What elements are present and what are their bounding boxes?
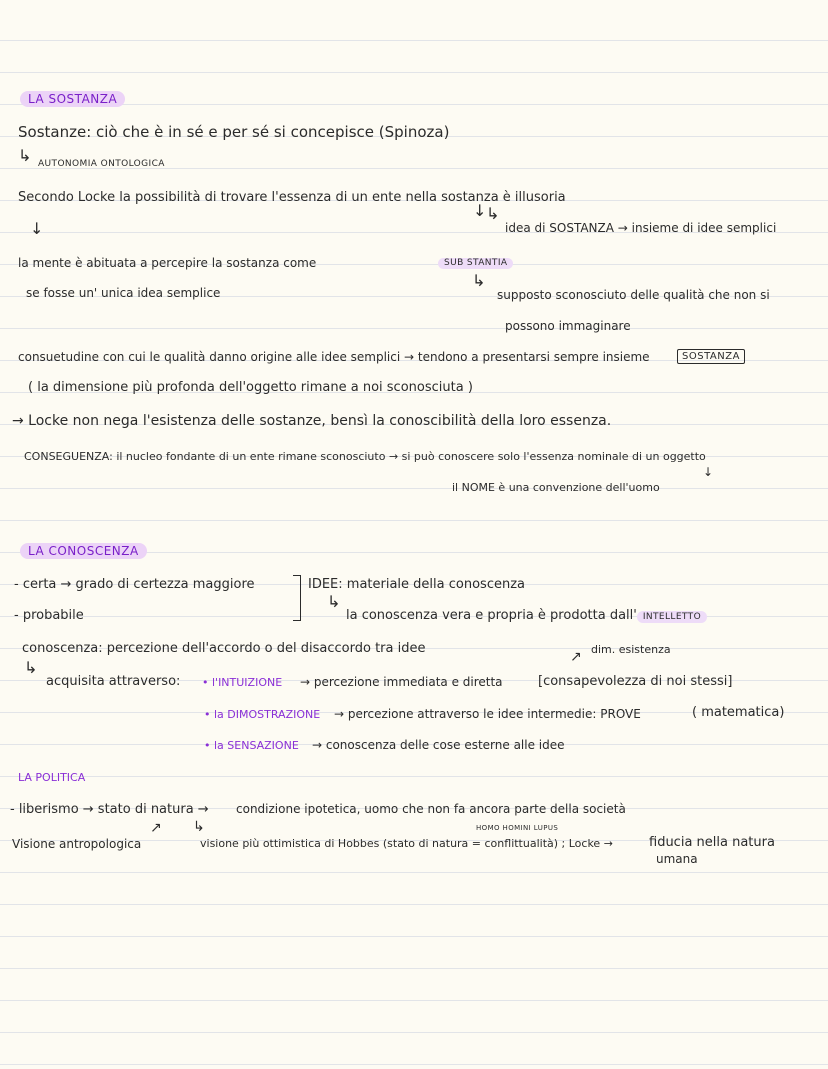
sensazione-desc: → conoscenza delle cose esterne alle idee [312, 738, 565, 752]
consapevolezza-text: consapevolezza di noi stessi [543, 674, 728, 689]
sostanze-definition: Sostanze: ciò che è in sé e per sé si concepisce (Spinoza) [18, 123, 450, 141]
sostanza-boxed: SOSTANZA [677, 349, 745, 364]
hook-arrow-icon: ↳ [327, 592, 341, 611]
mente-abituata-line2: se fosse un' unica idea semplice [26, 286, 221, 300]
sensazione-label: • la SENSAZIONE [204, 739, 299, 752]
esistenza-label: dim. esistenza [591, 643, 671, 656]
bracket-bottom [293, 620, 301, 621]
consuetudine-line: consuetudine con cui le qualità danno origine alle idee semplici → tendono a presentarsi sempre insieme [18, 350, 650, 364]
dimensione-line: ( la dimensione più profonda dell'oggetto rimane a noi sconosciuta ) [28, 380, 473, 395]
hook-arrow-icon: ↳ [472, 271, 486, 290]
consapevolezza: [consapevolezza di noi stessi] [538, 674, 733, 689]
section-title-conoscenza: LA CONOSCENZA [20, 543, 147, 559]
substantia-label: SUB STANTIA [438, 258, 513, 269]
down-arrow-icon: ↓ [703, 465, 714, 479]
bracket-top [293, 575, 301, 576]
conoscenza-definizione: conoscenza: percezione dell'accordo o del disaccordo tra idee [22, 641, 426, 656]
locke-nega-line: → Locke non nega l'esistenza delle sostanze, bensì la conoscibilità della loro essenza. [12, 413, 612, 429]
visione-antropologica: Visione antropologica [12, 837, 142, 851]
down-arrow-icon: ↓ [30, 219, 44, 238]
intuizione-label: • l'INTUIZIONE [202, 676, 283, 689]
section-title-politica: LA POLITICA [18, 771, 86, 784]
conoscenza-vera-text: la conoscenza vera e propria è prodotta dall' [346, 608, 637, 623]
locke-sostanza-line: Secondo Locke la possibilità di trovare l'essenza di un ente nella sostanza è illusoria [18, 190, 566, 205]
hook-arrow-icon: ↳ [18, 146, 32, 165]
dimostrazione-label: • la DIMOSTRAZIONE [204, 708, 321, 721]
visione-ottimistica: visione più ottimistica di Hobbes (stato di natura = conflittualità) ; Locke → [200, 837, 613, 850]
conoscenza-vera [346, 609, 707, 622]
supposto-line2: possono immaginare [505, 319, 631, 333]
conoscenza-probabile: - probabile [14, 608, 84, 623]
down-arrow-icon: ↓ [473, 201, 487, 220]
idee-materiale: IDEE: materiale della conoscenza [308, 577, 525, 592]
condizione-ipotetica: condizione ipotetica, uomo che non fa ancora parte della società [236, 802, 626, 816]
dimostrazione-desc: → percezione attraverso le idee intermedie: PROVE [334, 707, 641, 721]
homo-homini-lupus: HOMO HOMINI LUPUS [476, 824, 559, 832]
fiducia-natura: fiducia nella natura [649, 835, 775, 850]
hook-arrow-icon: ↳ [193, 819, 205, 835]
section-title-sostanza: LA SOSTANZA [20, 91, 125, 107]
intuizione-desc: → percezione immediata e diretta [300, 675, 503, 689]
matematica: ( matematica) [692, 705, 785, 720]
conoscenza-certa: - certa → grado di certezza maggiore [14, 577, 255, 592]
acquisita-attraverso: acquisita attraverso: [46, 674, 181, 689]
hook-arrow-icon: ↳ [486, 204, 500, 223]
curved-arrow-icon: ↗ [570, 649, 582, 665]
fiducia-umana: umana [656, 852, 698, 866]
intelletto-label: INTELLETTO [637, 611, 707, 623]
bracket-divider [300, 575, 301, 620]
mente-abituata-line1: la mente è abituata a percepire la sostanza come [18, 256, 317, 270]
nome-convenzione: il NOME è una convenzione dell'uomo [452, 481, 660, 494]
autonomia-ontologica: AUTONOMIA ONTOLOGICA [38, 159, 165, 169]
conseguenza-line: CONSEGUENZA: il nucleo fondante di un ente rimane sconosciuto → si può conoscere solo l'essenza nominale di un oggetto [24, 450, 706, 463]
curved-arrow-icon: ↗ [150, 820, 162, 836]
idea-di-sostanza: idea di SOSTANZA → insieme di idee semplici [505, 221, 777, 235]
supposto-line1: supposto sconosciuto delle qualità che non si [497, 288, 770, 302]
liberismo-line: - liberismo → stato di natura → [10, 802, 209, 817]
hook-arrow-icon: ↳ [24, 658, 38, 677]
